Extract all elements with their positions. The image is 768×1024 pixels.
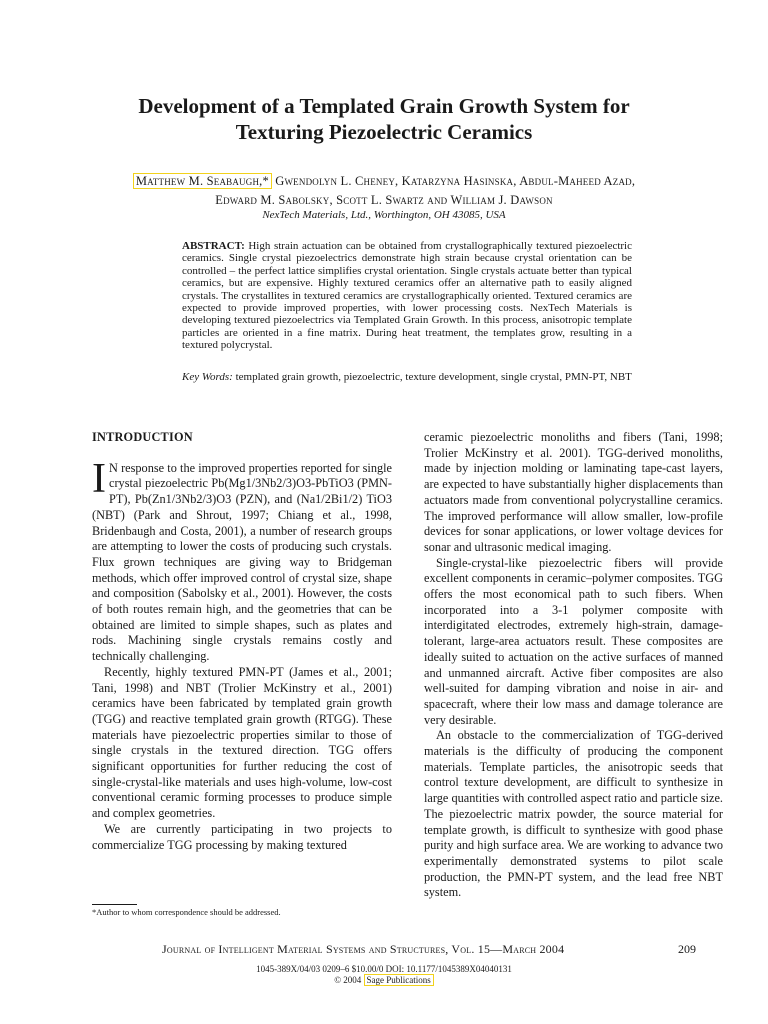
copyright-line bbox=[0, 975, 768, 986]
page-number: 209 bbox=[678, 942, 696, 956]
intro-paragraph-2: Recently, highly textured PMN-PT (James et al., 2001; Tani, 1998) and NBT (Trolier McKinstry et al., 2001) ceramics have been fabricated by templated grain growth (TGG) and reactive templated grain growth (RTGG). These materials have piezoelectric properties similar to those of single crystals in the textured direction. TGG offers significant opportunities for further reducing the cost of single-crystal-like materials and uses high-volume, low-cost conventional ceramic forming processes to produce simple and complex geometries. bbox=[92, 664, 392, 821]
author-line-1 bbox=[60, 172, 708, 191]
abstract bbox=[182, 240, 632, 352]
left-column bbox=[92, 430, 392, 853]
first-author-link[interactable]: Matthew M. Seabaugh,* bbox=[133, 173, 272, 189]
intro-paragraph-3: We are currently participating in two projects to commercialize TGG processing by making textured bbox=[92, 821, 392, 852]
keywords-label: Key Words: bbox=[182, 371, 233, 383]
publisher-link[interactable]: Sage Publications bbox=[364, 974, 434, 986]
doi-line: 1045-389X/04/03 0209–6 $10.00/0 DOI: 10.1177/1045389X04040131 bbox=[256, 964, 512, 974]
journal-citation: Journal of Intelligent Material Systems and Structures, Vol. 15—March 2004 bbox=[162, 942, 565, 956]
footnote-divider bbox=[92, 904, 137, 905]
footnote: *Author to whom correspondence should be addressed. bbox=[92, 907, 281, 917]
affiliation: NexTech Materials, Ltd., Worthington, OH 43085, USA bbox=[262, 209, 506, 221]
author-line-2: Edward M. Sabolsky, Scott L. Swartz and William J. Dawson bbox=[215, 193, 553, 207]
paper-title-line-2: Texturing Piezoelectric Ceramics bbox=[235, 120, 533, 144]
paper-title-line-1: Development of a Templated Grain Growth System for bbox=[138, 94, 630, 118]
right-paragraph-3: An obstacle to the commercialization of TGG-derived materials is the difficulty of producing the component materials. Template particles, the anisotropic seeds that control texture development, are difficult to synthesize in large quantities with controlled aspect ratio and particle size. The piezoelectric matrix powder, the source material for template growth, is difficult to synthesize with good phase purity and high surface area. We are working to advance two experimentally demonstrated systems to pilot scale production, the PMN-PT system, and the lead free NBT system. bbox=[424, 728, 723, 900]
intro-paragraph-1 bbox=[92, 455, 392, 665]
abstract-text: High strain actuation can be obtained from crystallographically textured piezoelectric ceramics. Single crystal piezoelectrics demonstrate high strain because crystal orientation can be controlled – the perfect lattice simplifies crystal orientation. Single crystals actuate better than typical ceramics, but are expensive. Highly textured ceramics offer an alternative path to easily aligned crystals. The crystallites in textured ceramics are crystallographically oriented. Textured ceramics are expected to provide improved properties, with lower processing costs. NexTech Materials is developing textured piezoelectrics via Templated Grain Growth. In this process, anisotropic template particles are oriented in a fine matrix. During heat treatment, the templates grow, resulting in a textured polycrystal. bbox=[182, 240, 632, 352]
abstract-label: ABSTRACT: bbox=[182, 240, 245, 252]
section-heading: INTRODUCTION bbox=[92, 430, 193, 444]
right-paragraph-1: ceramic piezoelectric monoliths and fibers (Tani, 1998; Trolier McKinstry et al. 2001). TGG-derived monoliths, made by injection molding or laminating tape-cast layers, are expected to have substantially higher displacements than actuators made from conventional polycrystalline ceramics. The improved performance will allow smaller, low-profile devices for sonar applications, or lower voltage devices for sonar and ultrasonic medical imaging. bbox=[424, 430, 723, 554]
intro-paragraph-1-text: N response to the improved properties reported for single crystal piezoelectric Pb(Mg1/3Nb2/3)O3-PbTiO3 (PMN-PT), Pb(Zn1/3Nb2/3)O3 (PZN), and (Na1/2Bi1/2) TiO3 (NBT) (Park and Shrout, 1997; Chiang et al., 1998, Bridenbaugh and Costa, 2001), a number of research groups are attempting to lower the costs of producing such crystals. Flux grown techniques are giving way to Bridgeman methods, which offer improved control of crystal size, shape and composition (Sabolsky et al., 2001). However, the costs of both routes remain high, and the geometries that can be obtained are limited to simple shapes, such as plates and rods. Machining single crystals remains costly and technically challenging. bbox=[92, 460, 392, 664]
drop-cap: I bbox=[92, 455, 106, 502]
right-column bbox=[424, 430, 723, 901]
author-list bbox=[60, 172, 708, 210]
keywords bbox=[182, 371, 632, 383]
copyright-text: © 2004 bbox=[334, 975, 364, 985]
co-authors-line-1: Gwendolyn L. Cheney, Katarzyna Hasinska, Abdul-Maheed Azad, bbox=[271, 174, 636, 188]
paper-title bbox=[0, 93, 768, 145]
right-paragraph-2: Single-crystal-like piezoelectric fibers will provide excellent components in ceramic–polymer composites. TGG offers the most economical path to such fibers. When incorporated into a 3-1 polymer composite with interdigitated electrodes, extremely high-strain, damage-tolerant, large-area actuators result. These composites are ideally suited to actuation on the active surfaces of manned and unmanned aircraft. Active fiber composites are also well-suited for damping vibration and noise in air- and spacecraft, where their low mass and damage tolerance are very desirable. bbox=[424, 555, 723, 727]
keywords-text: templated grain growth, piezoelectric, texture development, single crystal, PMN-PT, NBT bbox=[232, 371, 632, 383]
doi-block bbox=[0, 964, 768, 986]
